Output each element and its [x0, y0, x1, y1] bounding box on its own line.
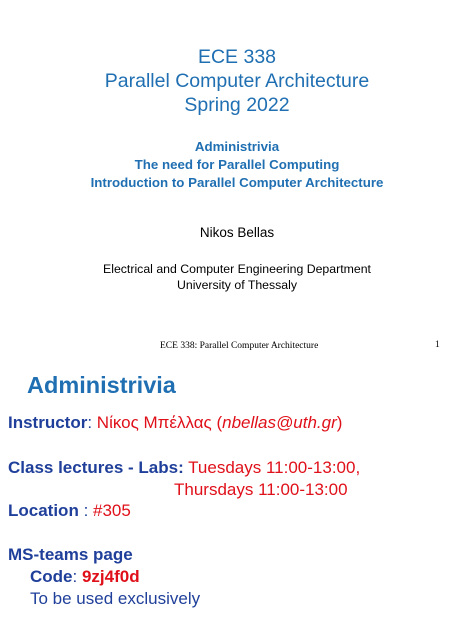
author-name: Nikos Bellas [199, 225, 275, 240]
teams-heading-row [8, 544, 133, 566]
location-colon: : [78, 501, 94, 520]
lectures-label: Class lectures - Labs: [8, 458, 184, 477]
subtitle-introduction: Introduction to Parallel Computer Architecture [90, 175, 384, 190]
instructor-open-paren: ( [211, 413, 223, 432]
code-colon: : [72, 567, 82, 586]
lectures-thursday: Thursdays 11:00-13:00 [174, 480, 348, 499]
administrivia-slide [0, 360, 474, 632]
lectures-row [8, 457, 360, 479]
subtitle-administrivia: Administrivia [194, 139, 280, 154]
affiliation-university: University of Thessaly [176, 278, 298, 292]
teams-code-row [30, 566, 140, 588]
instructor-close-paren: ) [336, 413, 343, 432]
page-number: 1 [435, 340, 440, 350]
semester-title: Spring 2022 [184, 94, 290, 116]
location-label: Location [8, 501, 79, 520]
slide-title: Administrivia [27, 372, 176, 398]
lectures-tuesday: Tuesdays 11:00-13:00, [188, 458, 361, 477]
teams-note-row [30, 588, 200, 610]
slide-footer: ECE 338: Parallel Computer Architecture [160, 341, 319, 351]
instructor-row [8, 412, 342, 434]
instructor-colon: : [87, 413, 97, 432]
instructor-email: nbellas@uth.gr [222, 413, 337, 432]
location-value: #305 [93, 501, 131, 520]
instructor-label: Instructor [8, 413, 88, 432]
teams-note: To be used exclusively [30, 589, 201, 608]
location-row [8, 500, 131, 522]
lectures-row-2 [174, 479, 348, 501]
course-name-title: Parallel Computer Architecture [104, 70, 370, 92]
course-code-title: ECE 338 [197, 46, 277, 68]
affiliation-department: Electrical and Computer Engineering Department [103, 262, 371, 276]
teams-heading: MS-teams page [8, 545, 133, 564]
code-label: Code [30, 567, 73, 586]
code-value: 9zj4f0d [81, 567, 140, 586]
instructor-name: Νίκος Μπέλλας [96, 413, 212, 432]
subtitle-need-parallel: The need for Parallel Computing [134, 157, 340, 172]
